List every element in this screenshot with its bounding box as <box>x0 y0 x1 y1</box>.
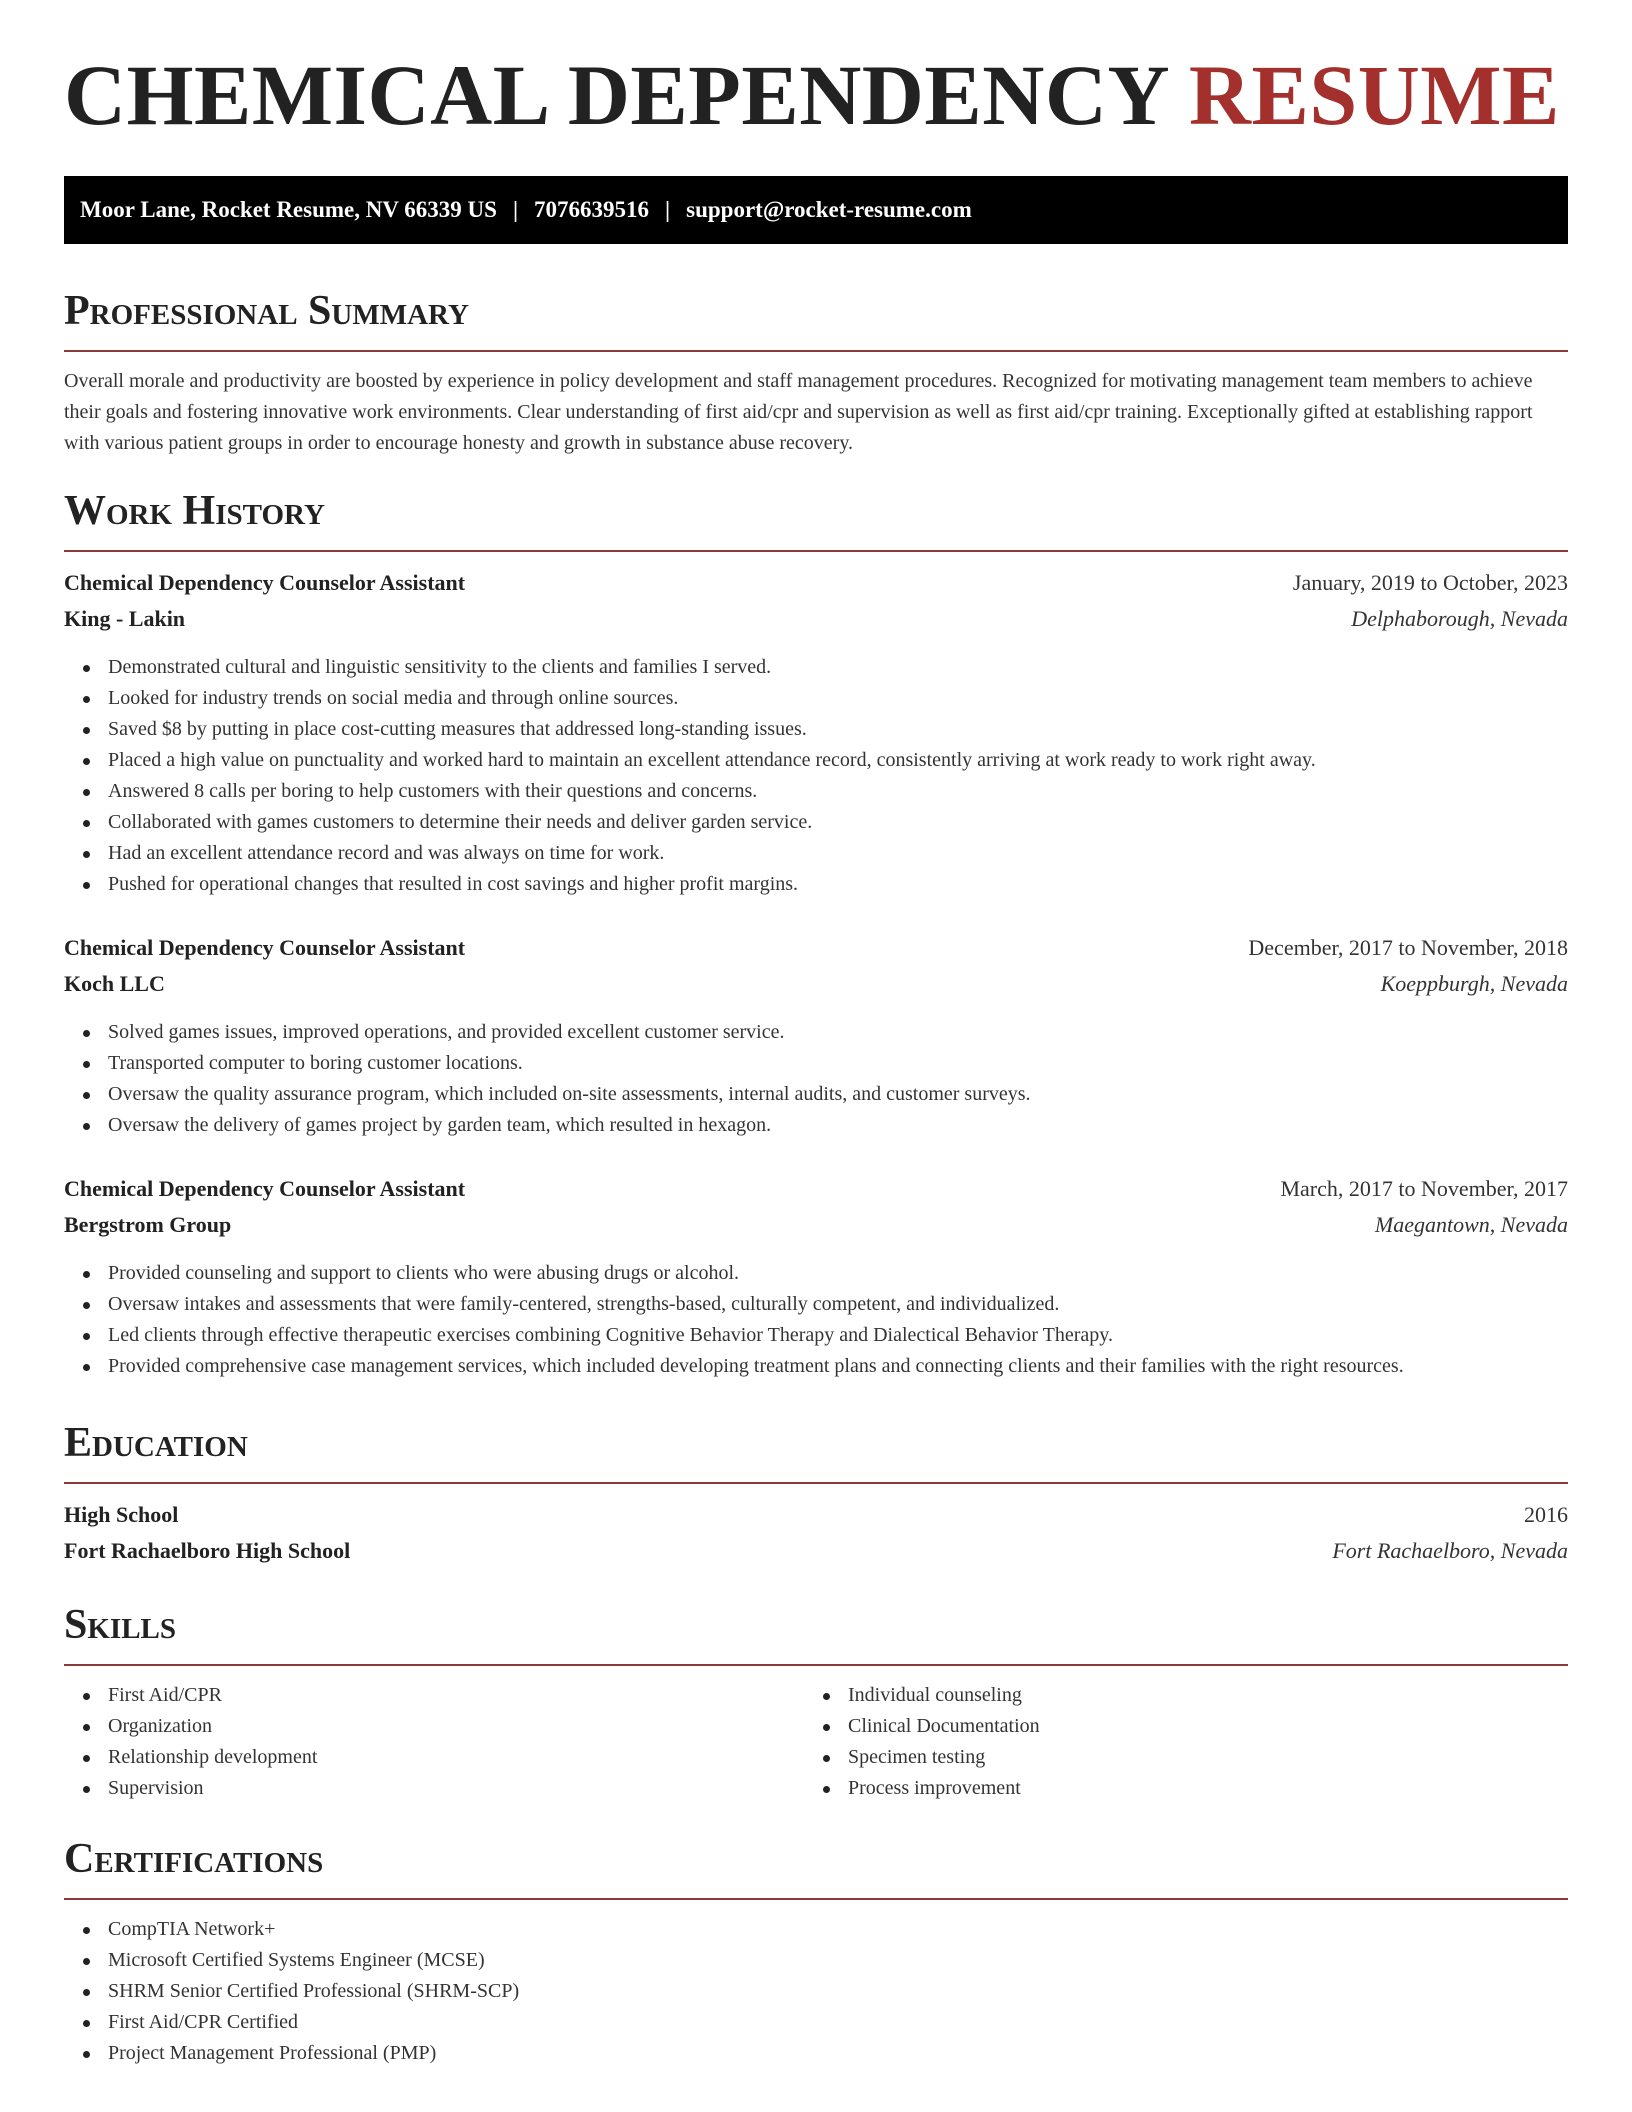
skill-item: Clinical Documentation <box>804 1711 1544 1742</box>
section-divider <box>64 350 1568 352</box>
certifications-section <box>64 1838 1568 1880</box>
list-item: Placed a high value on punctuality and worked hard to maintain an excellent attendance record, consistently arriving at work ready to work right away. <box>64 745 1568 776</box>
certifications-list <box>64 1914 1568 2069</box>
list-item: Saved $8 by putting in place cost-cutting measures that addressed long-standing issues. <box>64 714 1568 745</box>
skills-section <box>64 1604 1568 1646</box>
education-school-row <box>64 1538 1568 1574</box>
contact-separator: | <box>512 197 519 222</box>
contact-phone: 7076639516 <box>534 197 650 222</box>
education-degree: High School <box>64 1502 179 1527</box>
job-location: Maegantown, Nevada <box>1374 1212 1568 1237</box>
skill-item: First Aid/CPR <box>64 1680 804 1711</box>
contact-bar <box>64 176 1568 244</box>
section-divider <box>64 550 1568 552</box>
certifications-heading: Certifications <box>64 1836 324 1882</box>
job-title: Chemical Dependency Counselor Assistant <box>64 935 466 960</box>
education-section <box>64 1422 1568 1464</box>
job-dates: December, 2017 to November, 2018 <box>1248 935 1568 960</box>
section-divider <box>64 1482 1568 1484</box>
job-title: Chemical Dependency Counselor Assistant <box>64 1176 466 1201</box>
contact-separator: | <box>665 197 671 222</box>
resume-title <box>64 47 1560 143</box>
list-item: Oversaw intakes and assessments that were family-centered, strengths-based, culturally competent, and individualized. <box>64 1289 1568 1320</box>
job-bullets <box>64 1258 1568 1382</box>
job-company: King - Lakin <box>64 606 186 631</box>
skill-item: Individual counseling <box>804 1680 1544 1711</box>
skills-column-right <box>804 1680 1544 1804</box>
certification-item: CompTIA Network+ <box>64 1914 1568 1945</box>
list-item: Answered 8 calls per boring to help customers with their questions and concerns. <box>64 776 1568 807</box>
job-dates: March, 2017 to November, 2017 <box>1280 1176 1568 1201</box>
skills-column-left <box>64 1680 804 1804</box>
certification-item: Project Management Professional (PMP) <box>64 2038 1568 2069</box>
section-divider <box>64 1664 1568 1666</box>
certification-item: First Aid/CPR Certified <box>64 2007 1568 2038</box>
certification-item: Microsoft Certified Systems Engineer (MCSE) <box>64 1945 1568 1976</box>
section-divider <box>64 1898 1568 1900</box>
list-item: Provided comprehensive case management services, which included developing treatment plans and connecting clients and their families with the right resources. <box>64 1351 1568 1382</box>
list-item: Demonstrated cultural and linguistic sensitivity to the clients and families I served. <box>64 652 1568 683</box>
list-item: Led clients through effective therapeutic exercises combining Cognitive Behavior Therapy and Dialectical Behavior Therapy. <box>64 1320 1568 1351</box>
list-item: Solved games issues, improved operations, and provided excellent customer service. <box>64 1017 1568 1048</box>
skill-item: Organization <box>64 1711 804 1742</box>
title-accent: RESUME <box>1188 47 1560 143</box>
list-item: Pushed for operational changes that resulted in cost savings and higher profit margins. <box>64 869 1568 900</box>
job-company: Koch LLC <box>64 971 165 996</box>
education-school: Fort Rachaelboro High School <box>64 1538 351 1563</box>
contact-address: Moor Lane, Rocket Resume, NV 66339 US <box>80 197 497 222</box>
contact-email: support@rocket-resume.com <box>686 197 972 222</box>
job-bullets <box>64 652 1568 900</box>
job-dates: January, 2019 to October, 2023 <box>1292 570 1568 595</box>
summary-heading: Professional Summary <box>64 288 469 334</box>
job-entry <box>64 1176 1568 1382</box>
summary-section <box>64 290 1568 332</box>
summary-text: Overall morale and productivity are boosted by experience in policy development and staff management procedures. Recognized for motivating management team members to achieve their goals and fostering innovative work environments. Clear understanding of first aid/cpr and supervision as well as first aid/cpr training. Exceptionally gifted at establishing rapport with various patient groups in order to encourage honesty and growth in substance abuse recovery. <box>64 370 1533 454</box>
skill-item: Relationship development <box>64 1742 804 1773</box>
certification-item: SHRM Senior Certified Professional (SHRM-SCP) <box>64 1976 1568 2007</box>
job-company-row <box>64 971 1568 1007</box>
education-heading: Education <box>64 1420 248 1466</box>
job-company-row <box>64 1212 1568 1248</box>
job-bullets <box>64 1017 1568 1141</box>
skill-item: Supervision <box>64 1773 804 1804</box>
list-item: Oversaw the quality assurance program, which included on-site assessments, internal audits, and customer surveys. <box>64 1079 1568 1110</box>
job-entry <box>64 935 1568 1141</box>
job-entry <box>64 570 1568 900</box>
job-location: Koeppburgh, Nevada <box>1380 971 1568 996</box>
work-section <box>64 490 1568 532</box>
list-item: Collaborated with games customers to determine their needs and deliver garden service. <box>64 807 1568 838</box>
skills-list <box>64 1680 1568 1804</box>
list-item: Looked for industry trends on social media and through online sources. <box>64 683 1568 714</box>
title-main: CHEMICAL DEPENDENCY <box>64 47 1167 143</box>
education-location: Fort Rachaelboro, Nevada <box>1332 1538 1568 1563</box>
job-company-row <box>64 606 1568 642</box>
skill-item: Specimen testing <box>804 1742 1544 1773</box>
work-heading: Work History <box>64 488 325 534</box>
job-header-row <box>64 935 1568 971</box>
list-item: Provided counseling and support to clients who were abusing drugs or alcohol. <box>64 1258 1568 1289</box>
list-item: Had an excellent attendance record and was always on time for work. <box>64 838 1568 869</box>
education-year: 2016 <box>1524 1502 1568 1527</box>
list-item: Transported computer to boring customer locations. <box>64 1048 1568 1079</box>
skills-heading: Skills <box>64 1602 177 1648</box>
job-header-row <box>64 570 1568 606</box>
job-company: Bergstrom Group <box>64 1212 232 1237</box>
certifications-bullets <box>64 1914 1568 2069</box>
skill-item: Process improvement <box>804 1773 1544 1804</box>
job-title: Chemical Dependency Counselor Assistant <box>64 570 466 595</box>
education-entry <box>64 1502 1568 1574</box>
job-location: Delphaborough, Nevada <box>1351 606 1568 631</box>
education-degree-row <box>64 1502 1568 1538</box>
job-header-row <box>64 1176 1568 1212</box>
list-item: Oversaw the delivery of games project by garden team, which resulted in hexagon. <box>64 1110 1568 1141</box>
